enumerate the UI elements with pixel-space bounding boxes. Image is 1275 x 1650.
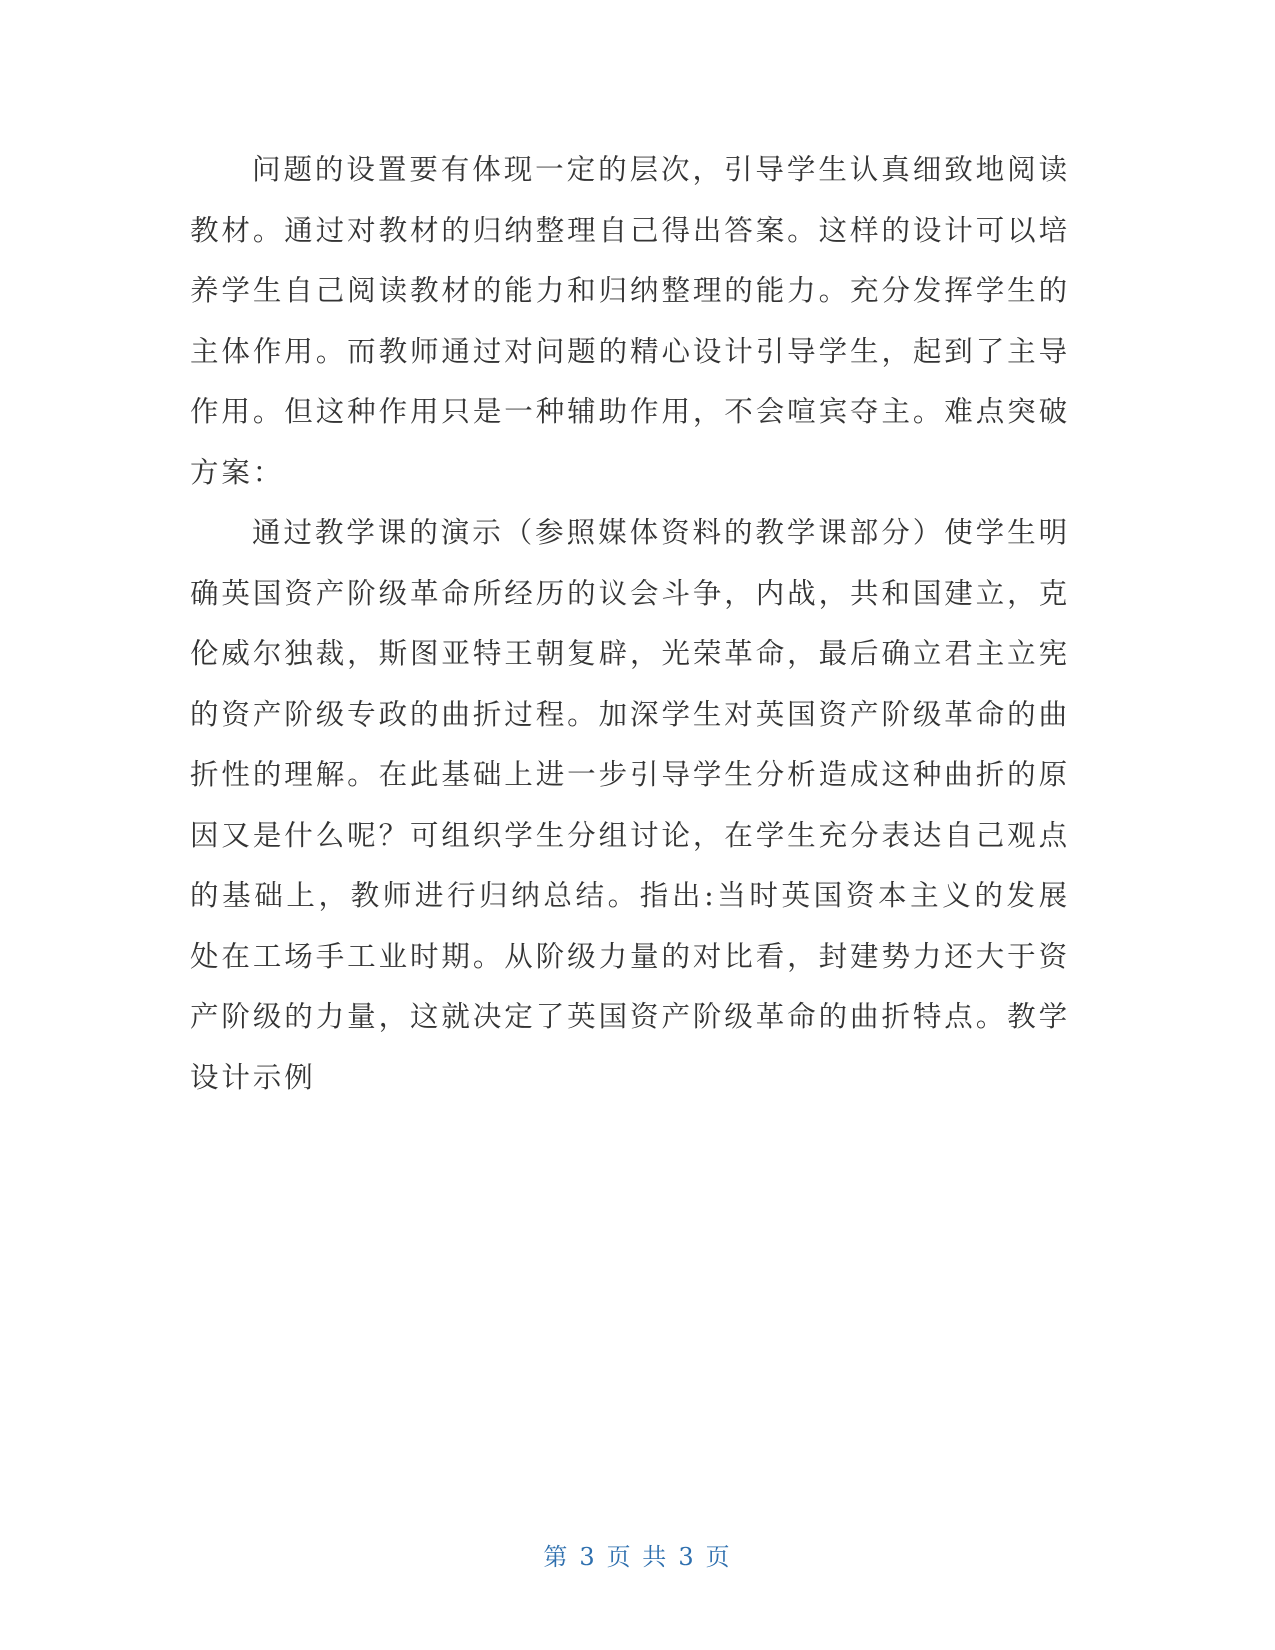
page-number-footer <box>0 1537 1275 1572</box>
total-pages-number: 3 <box>678 1543 696 1571</box>
document-body <box>190 140 1070 1108</box>
footer-prefix: 第 <box>543 1543 570 1571</box>
paragraph-difficulty-solution: 通过教学课的演示（参照媒体资料的教学课部分）使学生明确英国资产阶级革命所经历的议会斗争，内战，共和国建立，克伦威尔独裁，斯图亚特王朝复辟，光荣革命，最后确立君主立宪的资产阶级专政的曲折过程。加深学生对英国资产阶级革命的曲折性的理解。在此基础上进一步引导学生分析造成这种曲折的原因又是什么呢？可组织学生分组讨论，在学生充分表达自己观点的基础上，教师进行归纳总结。指出:当时英国资本主义的发展处在工场手工业时期。从阶级力量的对比看，封建势力还大于资产阶级的力量，这就决定了英国资产阶级革命的曲折特点。教学设计示例 <box>190 516 1070 1094</box>
current-page-number: 3 <box>579 1543 597 1571</box>
footer-suffix: 页 <box>705 1543 732 1571</box>
paragraph-question-design: 问题的设置要有体现一定的层次，引导学生认真细致地阅读教材。通过对教材的归纳整理自己得出答案。这样的设计可以培养学生自己阅读教材的能力和归纳整理的能力。充分发挥学生的主体作用。而教师通过对问题的精心设计引导学生，起到了主导作用。但这种作用只是一种辅助作用，不会喧宾夺主。难点突破方案： <box>190 153 1070 489</box>
footer-middle: 页 共 <box>606 1543 669 1571</box>
